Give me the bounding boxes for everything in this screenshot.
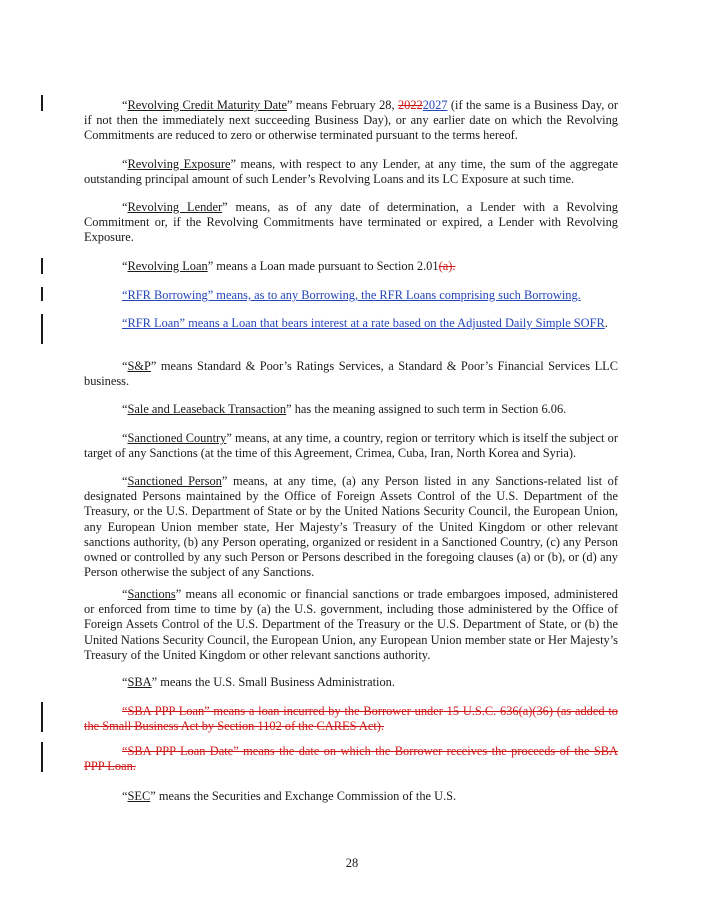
deleted-text: “SBA PPP Loan Date” means the date on which the Borrower receives the proceeds of the SBA PPP Loan. xyxy=(84,744,618,774)
defined-term: Sanctioned Country xyxy=(127,431,227,445)
definition-sanctioned-country: “Sanctioned Country” means, at any time, a country, region or territory which is itself the subject or target of any Sanctions (at the time of this Agreement, Crimea, Cuba, Iran, North Korea and Syria). xyxy=(84,431,618,461)
change-bar xyxy=(41,287,43,301)
definition-sec: “SEC” means the Securities and Exchange Commission of the U.S. xyxy=(122,789,457,803)
defined-term: Sanctions xyxy=(127,587,176,601)
defined-term: Revolving Loan xyxy=(127,259,208,273)
defined-term: Sanctioned Person xyxy=(127,474,222,488)
inserted-text: “RFR Borrowing” means, as to any Borrowing, the RFR Loans comprising such Borrowing. xyxy=(122,288,581,302)
change-bar xyxy=(41,702,43,732)
definition-sba-ppp-loan-date xyxy=(84,744,618,774)
definition-revolving-lender: “Revolving Lender” means, as of any date of determination, a Lender with a Revolving Commitment or, if the Revolving Commitments have terminated or expired, a Lender with Revolving Exposure. xyxy=(84,200,618,245)
defined-term: SEC xyxy=(127,789,151,803)
definition-sanctions: “Sanctions” means all economic or financial sanctions or trade embargoes imposed, administered or enforced from time to time by (a) the U.S. government, including those administered by the Office of Foreign Assets Control of the U.S. Department of the Treasury or the U.S. Department of State, or (b) the United Nations Security Council, the European Union, any European Union member state or Her Majesty’s Treasury of the United Kingdom or other relevant sanctions authority. xyxy=(84,587,618,662)
change-bar xyxy=(41,258,43,274)
inserted-text: “RFR Loan” means a Loan that bears interest at a rate based on the Adjusted Daily Simple SOFR xyxy=(122,316,605,330)
definition-revolving-exposure: “Revolving Exposure” means, with respect to any Lender, at any time, the sum of the aggregate outstanding principal amount of such Lender’s Revolving Loans and its LC Exposure at such time. xyxy=(84,157,618,187)
defined-term: Revolving Lender xyxy=(127,200,223,214)
definition-rfr-loan: “RFR Loan” means a Loan that bears interest at a rate based on the Adjusted Daily Simple SOFR. xyxy=(122,316,608,330)
deleted-text: (a) xyxy=(438,259,453,273)
defined-term: Revolving Credit Maturity Date xyxy=(127,98,288,112)
definition-revolving-credit-maturity-date: “Revolving Credit Maturity Date” means February 28, 20222027 (if the same is a Business Day, or if not then the immediately next succeeding Business Day), or any earlier date on which the Revolving Commitments are reduced to zero or otherwise terminated pursuant to the terms hereof. xyxy=(84,98,618,143)
deleted-text: “SBA PPP Loan” means a loan incurred by the Borrower under 15 U.S.C. 636(a)(36) (as added to the Small Business Act by Section 1102 of the CARES Act). xyxy=(84,704,618,734)
defined-term: SBA xyxy=(127,675,152,689)
change-bar xyxy=(41,314,43,344)
defined-term: Sale and Leaseback Transaction xyxy=(127,402,287,416)
definition-revolving-loan: “Revolving Loan” means a Loan made pursuant to Section 2.01(a). xyxy=(122,259,456,273)
definition-sanctioned-person: “Sanctioned Person” means, at any time, (a) any Person listed in any Sanctions-related list of designated Persons maintained by the Office of Foreign Assets Control of the U.S. Department of the Treasury, or the U.S. Department of State or by the United Nations Security Council, the European Union, any European Union member state, Her Majesty’s Treasury of the United Kingdom or other relevant sanctions authority, (b) any Person operating, organized or resident in a Sanctioned Country, (c) any Person owned or controlled by any such Person or Persons described in the foregoing clauses (a) or (b), or (d) any Person otherwise the subject of any Sanctions. xyxy=(84,474,619,580)
defined-term: S&P xyxy=(127,359,151,373)
deleted-text: 2022 xyxy=(397,98,423,112)
definition-s-and-p: “S&P” means Standard & Poor’s Ratings Services, a Standard & Poor’s Financial Services LLC business. xyxy=(84,359,618,389)
definition-rfr-borrowing xyxy=(84,288,618,303)
defined-term: Revolving Exposure xyxy=(127,157,231,171)
definition-sale-and-leaseback: “Sale and Leaseback Transaction” has the meaning assigned to such term in Section 6.06. xyxy=(122,402,567,416)
inserted-text: 2027 xyxy=(422,98,448,112)
change-bar xyxy=(41,95,43,111)
definition-sba-ppp-loan xyxy=(84,704,618,734)
definition-sba: “SBA” means the U.S. Small Business Administration. xyxy=(122,675,395,689)
change-bar xyxy=(41,742,43,772)
page-number: 28 xyxy=(345,856,359,870)
